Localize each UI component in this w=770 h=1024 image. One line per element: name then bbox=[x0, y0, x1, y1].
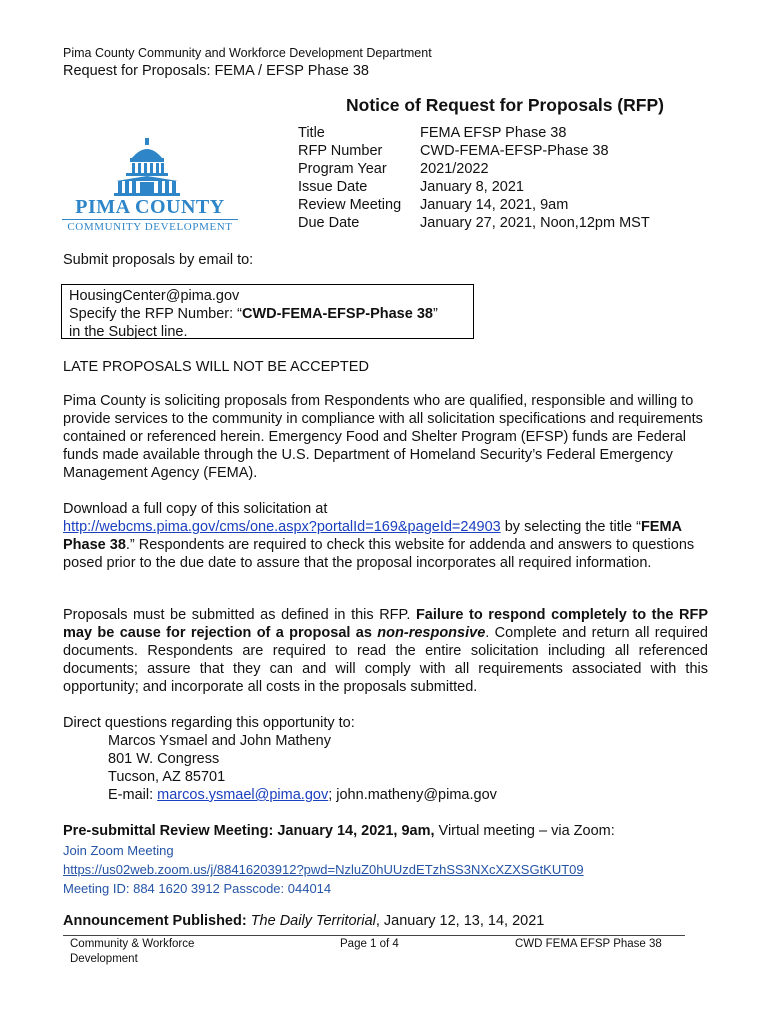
submission-email: HousingCenter@pima.gov bbox=[69, 288, 240, 304]
meta-label: Issue Date bbox=[298, 179, 368, 195]
contact-city: Tucson, AZ 85701 bbox=[108, 769, 226, 785]
meta-label: Review Meeting bbox=[298, 197, 402, 213]
subject-quote: ” bbox=[432, 306, 438, 322]
email-label: E-mail: bbox=[108, 787, 158, 803]
rejection-warning: Failure to respond completely to the RFP may be cause for rejection of a proposal as bbox=[63, 607, 708, 641]
rfp-details bbox=[298, 124, 650, 232]
requirements-paragraph bbox=[63, 606, 708, 696]
logo-subtitle: COMMUNITY DEVELOPMENT bbox=[67, 221, 233, 233]
meta-row-title bbox=[298, 124, 650, 142]
publication-name: The Daily Territorial bbox=[246, 913, 376, 929]
announcement-line bbox=[63, 913, 544, 929]
meta-label: Title bbox=[298, 125, 325, 141]
submission-box bbox=[61, 284, 474, 339]
meta-value: CWD-FEMA-EFSP-Phase 38 bbox=[420, 143, 609, 159]
footer-org-line2: Development bbox=[70, 953, 138, 965]
join-zoom-label: Join Zoom Meeting bbox=[63, 843, 174, 858]
zoom-link-row bbox=[63, 860, 615, 879]
meta-row-program-year bbox=[298, 160, 650, 178]
footer-divider bbox=[63, 935, 685, 936]
submit-instructions: Submit proposals by email to: bbox=[63, 252, 254, 268]
meta-value: FEMA EFSP Phase 38 bbox=[420, 125, 567, 141]
late-proposals-notice: LATE PROPOSALS WILL NOT BE ACCEPTED bbox=[63, 359, 369, 375]
submission-subject-line: in the Subject line. bbox=[69, 324, 188, 340]
running-header-department: Pima County Community and Workforce Development Department bbox=[63, 46, 432, 60]
meta-row-review-meeting bbox=[298, 196, 650, 214]
contact-block bbox=[63, 714, 497, 804]
page-title: Notice of Request for Proposals (RFP) bbox=[346, 95, 664, 115]
running-header-rfp: Request for Proposals: FEMA / EFSP Phase 38 bbox=[63, 63, 369, 79]
email-link-marcos[interactable]: marcos.ysmael@pima.gov bbox=[157, 787, 329, 803]
submission-subject-instruction bbox=[69, 305, 473, 323]
download-text-rest: .” Respondents are required to check this website for addenda and answers to questions posed prior to the due date to assure that the proposal incorporates all required information. bbox=[63, 537, 695, 571]
review-meeting-heading bbox=[63, 822, 615, 841]
meta-row-issue-date bbox=[298, 178, 650, 196]
meta-value: January 14, 2021, 9am bbox=[420, 197, 569, 213]
footer-doc-id: CWD FEMA EFSP Phase 38 bbox=[515, 938, 662, 950]
solicitation-link[interactable]: http://webcms.pima.gov/cms/one.aspx?portalId=169&pageId=24903 bbox=[63, 519, 501, 535]
contact-email bbox=[63, 786, 497, 804]
non-responsive-term: non-responsive bbox=[377, 625, 486, 641]
review-meeting-virtual: Virtual meeting – via Zoom: bbox=[434, 823, 615, 839]
meta-row-due-date bbox=[298, 214, 650, 232]
zoom-meeting-block bbox=[63, 822, 615, 898]
requirements-intro: Proposals must be submitted as defined in this RFP. bbox=[63, 607, 416, 623]
subject-text: Specify the RFP Number: “ bbox=[69, 306, 242, 322]
meta-label: RFP Number bbox=[298, 143, 383, 159]
contact-intro: Direct questions regarding this opportunity to: bbox=[63, 715, 355, 731]
review-meeting-date: Pre-submittal Review Meeting: January 14, 2021, 9am, bbox=[63, 823, 435, 839]
announcement-label: Announcement Published: bbox=[63, 913, 247, 929]
email-john: ; john.matheny@pima.gov bbox=[328, 787, 497, 803]
zoom-meeting-id: Meeting ID: 884 1620 3912 Passcode: 044014 bbox=[63, 881, 332, 896]
footer-org-line1: Community & Workforce bbox=[70, 938, 195, 950]
meta-label: Due Date bbox=[298, 215, 360, 231]
download-paragraph bbox=[63, 500, 713, 572]
meta-row-rfp-number bbox=[298, 142, 650, 160]
logo-divider bbox=[62, 219, 238, 220]
meta-value: January 27, 2021, Noon,12pm MST bbox=[420, 215, 650, 231]
footer-page-number: Page 1 of 4 bbox=[340, 938, 399, 950]
publication-dates: , January 12, 13, 14, 2021 bbox=[375, 913, 545, 929]
phase-title-bold: FEMA Phase 38 bbox=[63, 519, 682, 553]
meta-value: January 8, 2021 bbox=[420, 179, 524, 195]
contact-street: 801 W. Congress bbox=[108, 751, 220, 767]
contact-names: Marcos Ysmael and John Matheny bbox=[108, 733, 331, 749]
zoom-link[interactable]: https://us02web.zoom.us/j/88416203912?pwd=NzluZ0hUUzdETzhSS3NXcXZXSGtKUT09 bbox=[63, 862, 584, 877]
requirements-rest: . Complete and return all required documents. Respondents are required to read the entire solicitation including all referenced documents; assure that they can and will comply with all requirements associated with this opportunity; and incorporate all costs in the proposals submitted. bbox=[63, 625, 708, 695]
solicitation-paragraph: Pima County is soliciting proposals from Respondents who are qualified, responsible and willing to provide services to the community in compliance with all solicitation specifications and requirements contained or referenced herein. Emergency Food and Shelter Program (EFSP) funds are Federal funds made available through the U.S. Department of Homeland Security’s Federal Emergency Management Agency (FEMA). bbox=[63, 393, 703, 481]
meta-label: Program Year bbox=[298, 161, 387, 177]
download-intro: Download a full copy of this solicitation at bbox=[63, 501, 328, 517]
logo-name: PIMA COUNTY bbox=[75, 196, 225, 218]
pima-county-logo bbox=[60, 136, 240, 236]
meta-value: 2021/2022 bbox=[420, 161, 489, 177]
footer-left bbox=[70, 937, 194, 967]
rfp-number-bold: CWD-FEMA-EFSP-Phase 38 bbox=[242, 306, 433, 322]
download-text: by selecting the title “ bbox=[500, 519, 641, 535]
